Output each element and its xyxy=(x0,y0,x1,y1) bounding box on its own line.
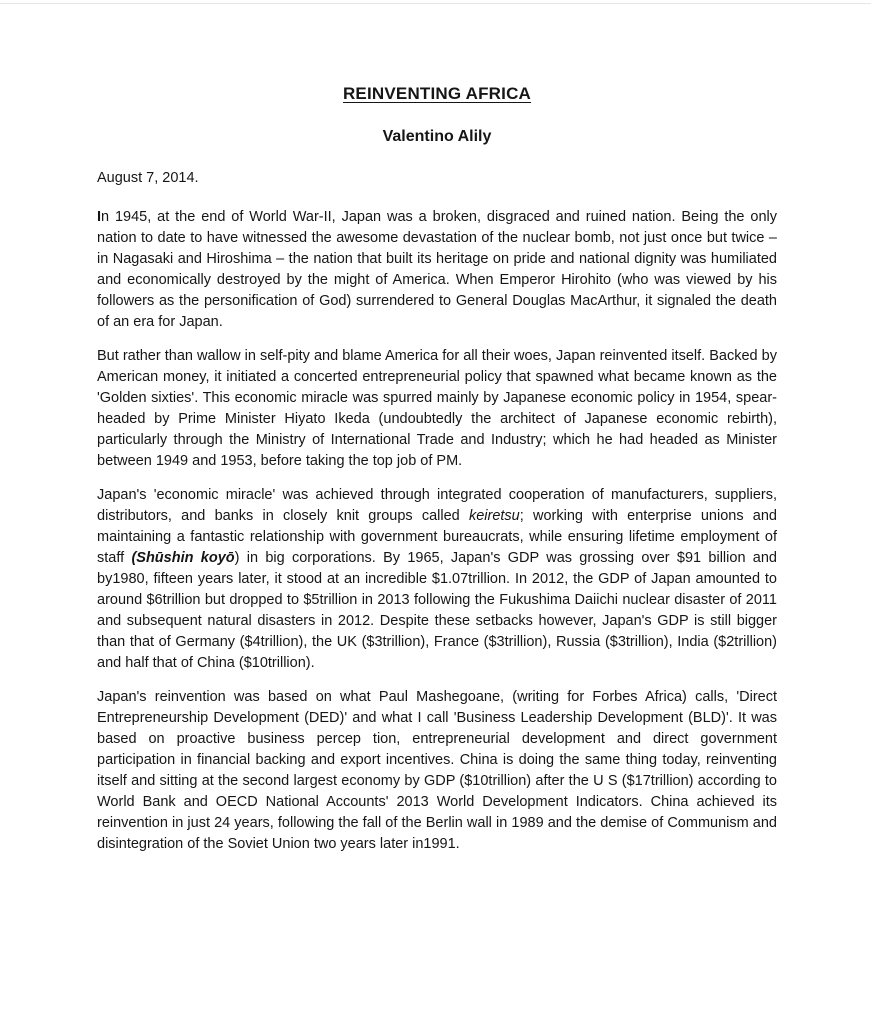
page-top-divider xyxy=(0,3,871,4)
paragraph-text: But rather than wallow in self-pity and blame America for all their woes, Japan reinvented itself. Backed by American money, it initiated a concerted entrepreneurial policy that spawned what became known as the 'Golden sixties'. This economic miracle was spurred mainly by Japanese economic policy in 1954, spear-headed by Prime Minister Hiyato Ikeda (undoubtedly the architect of Japanese economic rebirth), particularly through the Ministry of International Trade and Industry; which he had headed as Minister between 1949 and 1953, before taking the top job of PM. xyxy=(97,348,777,469)
paragraph xyxy=(97,346,777,472)
paragraph-text: n 1945, at the end of World War-II, Japan was a broken, disgraced and ruined nation. Being the only nation to date to have witnessed the awesome devastation of the nuclear bomb, not just once but twice – in Nagasaki and Hiroshima – the nation that built its heritage on pride and national dignity was humiliated and economically destroyed by the might of America. When Emperor Hirohito (who was viewed by his followers as the personification of God) surrendered to General Douglas MacArthur, it signaled the death of an era for Japan. xyxy=(97,209,777,330)
paragraph xyxy=(97,485,777,674)
document-title: REINVENTING AFRICA xyxy=(342,84,532,103)
document-date: August 7, 2014. xyxy=(97,170,199,186)
paragraph-text: ) in big corporations. By 1965, Japan's GDP was grossing over $91 billion and by1980, fifteen years later, it stood at an incredible $1.07trillion. In 2012, the GDP of Japan amounted to around $6trillion but dropped to $5trillion in 2013 following the Fukushima Daiichi nuclear disaster of 2011 and subsequent natural disasters in 2012. Despite these setbacks however, Japan's GDP is still bigger than that of Germany ($4trillion), the UK ($3trillion), France ($3trillion), Russia ($3trillion), India ($2trillion) and half that of China ($10trillion). xyxy=(97,550,777,671)
paragraph-text: (Shūshin koyō xyxy=(131,550,235,566)
document-content xyxy=(97,84,777,855)
document-body xyxy=(97,207,777,855)
paragraph xyxy=(97,687,777,855)
paragraph-text: Japan's reinvention was based on what Paul Mashegoane, (writing for Forbes Africa) calls, 'Direct Entrepreneurship Development (DED)' and what I call 'Business Leadership Development (BLD)'. It was based on proactive business percep tion, entrepreneurial development and direct government participation in financial backing and export incentives. China is doing the same thing today, reinventing itself and sitting at the second largest economy by GDP ($10trillion) after the U S ($17trillion) according to World Bank and OECD National Accounts' 2013 World Development Indicators. China achieved its reinvention in just 24 years, following the fall of the Berlin wall in 1989 and the demise of Communism and disintegration of the Soviet Union two years later in1991. xyxy=(97,689,777,852)
paragraph xyxy=(97,207,777,333)
paragraph-text: Japan's 'economic miracle' was achieved through integrated cooperation of manufacturers, suppliers, distributors, and banks in closely knit groups called xyxy=(97,487,777,524)
paragraph-text: I xyxy=(97,209,102,225)
document-author: Valentino Alily xyxy=(382,128,492,145)
paragraph-text: ; working with enterprise unions and maintaining a fantastic relationship with government bureaucrats, while ensuring lifetime employment of staff xyxy=(97,508,777,566)
paragraph-text: keiretsu xyxy=(468,508,520,524)
document-page xyxy=(0,3,871,855)
